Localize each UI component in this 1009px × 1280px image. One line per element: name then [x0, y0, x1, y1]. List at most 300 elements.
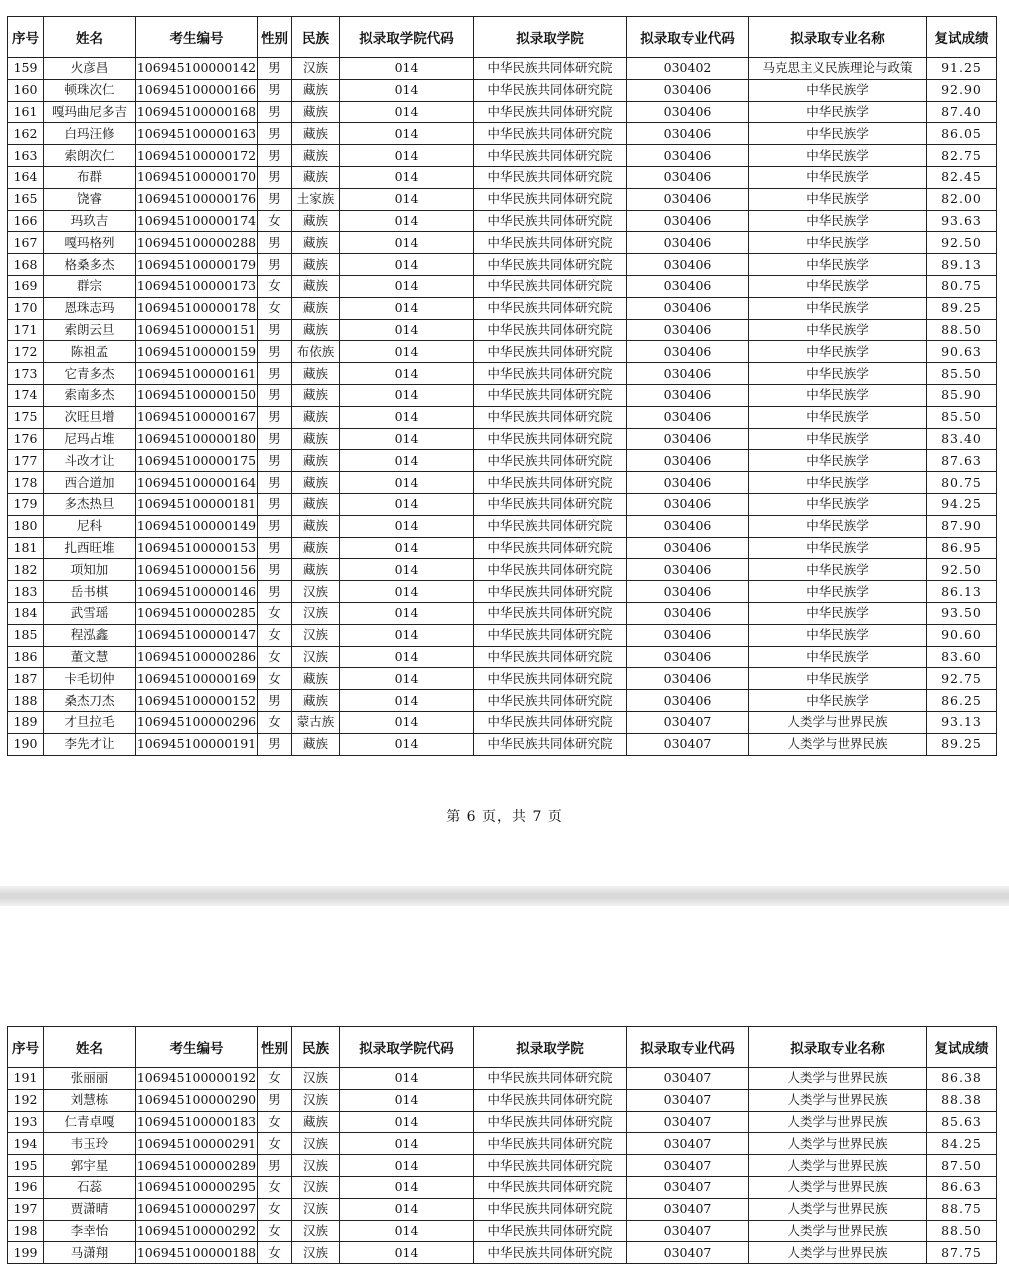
document-page-7: [0, 906, 1009, 1280]
name-cell: 它青多杰: [44, 363, 136, 385]
major-code-cell: 030406: [627, 363, 749, 385]
table-row: [8, 581, 997, 603]
score-cell: 85.63: [927, 1111, 997, 1133]
column-header: 考生编号: [136, 17, 258, 58]
major-name-cell: 中华民族学: [749, 79, 927, 101]
serial-number-cell: 172: [8, 341, 44, 363]
college-cell: 中华民族共同体研究院: [474, 79, 627, 101]
major-name-cell: 马克思主义民族理论与政策: [749, 58, 927, 80]
major-name-cell: 中华民族学: [749, 319, 927, 341]
table-row: [8, 668, 997, 690]
major-code-cell: 030407: [627, 1176, 749, 1198]
score-cell: 89.13: [927, 254, 997, 276]
name-cell: 岳书棋: [44, 581, 136, 603]
major-code-cell: 030406: [627, 537, 749, 559]
score-cell: 82.45: [927, 166, 997, 188]
major-name-cell: 中华民族学: [749, 624, 927, 646]
college-cell: 中华民族共同体研究院: [474, 668, 627, 690]
college-code-cell: 014: [340, 1111, 474, 1133]
college-cell: 中华民族共同体研究院: [474, 210, 627, 232]
major-code-cell: 030406: [627, 166, 749, 188]
table-row: [8, 472, 997, 494]
candidate-id-cell: 106945100000151: [136, 319, 258, 341]
ethnicity-cell: 汉族: [292, 581, 340, 603]
ethnicity-cell: 汉族: [292, 1176, 340, 1198]
serial-number-cell: 180: [8, 515, 44, 537]
college-code-cell: 014: [340, 602, 474, 624]
college-code-cell: 014: [340, 166, 474, 188]
table-row: [8, 297, 997, 319]
major-code-cell: 030407: [627, 1198, 749, 1220]
score-cell: 83.60: [927, 646, 997, 668]
major-code-cell: 030406: [627, 690, 749, 712]
table-body: [8, 1068, 997, 1264]
college-cell: 中华民族共同体研究院: [474, 145, 627, 167]
ethnicity-cell: 藏族: [292, 384, 340, 406]
candidate-id-cell: 106945100000173: [136, 275, 258, 297]
name-cell: 项知加: [44, 559, 136, 581]
ethnicity-cell: 藏族: [292, 1111, 340, 1133]
college-code-cell: 014: [340, 319, 474, 341]
college-code-cell: 014: [340, 493, 474, 515]
table-row: [8, 690, 997, 712]
college-code-cell: 014: [340, 450, 474, 472]
major-name-cell: 人类学与世界民族: [749, 1133, 927, 1155]
column-header: 拟录取学院: [474, 17, 627, 58]
gender-cell: 男: [258, 1089, 292, 1111]
ethnicity-cell: 汉族: [292, 1089, 340, 1111]
ethnicity-cell: 藏族: [292, 428, 340, 450]
table-row: [8, 1133, 997, 1155]
major-name-cell: 人类学与世界民族: [749, 711, 927, 733]
column-header: 拟录取专业代码: [627, 17, 749, 58]
college-cell: 中华民族共同体研究院: [474, 1155, 627, 1177]
college-cell: 中华民族共同体研究院: [474, 428, 627, 450]
serial-number-cell: 197: [8, 1198, 44, 1220]
college-cell: 中华民族共同体研究院: [474, 58, 627, 80]
column-header: 民族: [292, 1027, 340, 1068]
column-header: 民族: [292, 17, 340, 58]
college-code-cell: 014: [340, 1220, 474, 1242]
admission-table-page-7: [7, 1026, 997, 1264]
serial-number-cell: 163: [8, 145, 44, 167]
candidate-id-cell: 106945100000175: [136, 450, 258, 472]
candidate-id-cell: 106945100000153: [136, 537, 258, 559]
candidate-id-cell: 106945100000146: [136, 581, 258, 603]
page-number-footer: 第 6 页，共 7 页: [446, 809, 563, 825]
college-cell: 中华民族共同体研究院: [474, 690, 627, 712]
candidate-id-cell: 106945100000168: [136, 101, 258, 123]
ethnicity-cell: 汉族: [292, 1220, 340, 1242]
ethnicity-cell: 汉族: [292, 1242, 340, 1264]
serial-number-cell: 173: [8, 363, 44, 385]
serial-number-cell: 196: [8, 1176, 44, 1198]
college-cell: 中华民族共同体研究院: [474, 472, 627, 494]
major-name-cell: 中华民族学: [749, 254, 927, 276]
column-header: 姓名: [44, 17, 136, 58]
candidate-id-cell: 106945100000167: [136, 406, 258, 428]
major-code-cell: 030406: [627, 624, 749, 646]
column-header: 考生编号: [136, 1027, 258, 1068]
candidate-id-cell: 106945100000296: [136, 711, 258, 733]
college-code-cell: 014: [340, 1089, 474, 1111]
college-cell: 中华民族共同体研究院: [474, 624, 627, 646]
name-cell: 索南多杰: [44, 384, 136, 406]
gender-cell: 男: [258, 406, 292, 428]
candidate-id-cell: 106945100000163: [136, 123, 258, 145]
college-code-cell: 014: [340, 384, 474, 406]
candidate-id-cell: 106945100000188: [136, 1242, 258, 1264]
major-name-cell: 中华民族学: [749, 450, 927, 472]
major-name-cell: 中华民族学: [749, 275, 927, 297]
serial-number-cell: 165: [8, 188, 44, 210]
score-cell: 86.63: [927, 1176, 997, 1198]
name-cell: 嘎玛格列: [44, 232, 136, 254]
candidate-id-cell: 106945100000149: [136, 515, 258, 537]
column-header: 拟录取专业代码: [627, 1027, 749, 1068]
ethnicity-cell: 汉族: [292, 602, 340, 624]
candidate-id-cell: 106945100000286: [136, 646, 258, 668]
column-header: 姓名: [44, 1027, 136, 1068]
major-code-cell: 030407: [627, 1068, 749, 1090]
name-cell: 扎西旺堆: [44, 537, 136, 559]
candidate-id-cell: 106945100000183: [136, 1111, 258, 1133]
gender-cell: 女: [258, 1133, 292, 1155]
table-row: [8, 450, 997, 472]
college-code-cell: 014: [340, 624, 474, 646]
serial-number-cell: 162: [8, 123, 44, 145]
gender-cell: 男: [258, 79, 292, 101]
gender-cell: 女: [258, 711, 292, 733]
serial-number-cell: 191: [8, 1068, 44, 1090]
score-cell: 87.63: [927, 450, 997, 472]
score-cell: 86.95: [927, 537, 997, 559]
serial-number-cell: 164: [8, 166, 44, 188]
ethnicity-cell: 藏族: [292, 559, 340, 581]
score-cell: 86.25: [927, 690, 997, 712]
gender-cell: 男: [258, 559, 292, 581]
column-header: 拟录取专业名称: [749, 17, 927, 58]
ethnicity-cell: 汉族: [292, 1068, 340, 1090]
name-cell: 程泓鑫: [44, 624, 136, 646]
candidate-id-cell: 106945100000192: [136, 1068, 258, 1090]
name-cell: 索朗次仁: [44, 145, 136, 167]
major-name-cell: 中华民族学: [749, 210, 927, 232]
major-name-cell: 人类学与世界民族: [749, 1220, 927, 1242]
column-header: 序号: [8, 1027, 44, 1068]
gender-cell: 女: [258, 297, 292, 319]
gender-cell: 男: [258, 101, 292, 123]
column-header: 拟录取学院: [474, 1027, 627, 1068]
college-code-cell: 014: [340, 537, 474, 559]
name-cell: 恩珠志玛: [44, 297, 136, 319]
college-cell: 中华民族共同体研究院: [474, 275, 627, 297]
major-name-cell: 中华民族学: [749, 166, 927, 188]
name-cell: 桑杰刀杰: [44, 690, 136, 712]
college-code-cell: 014: [340, 1176, 474, 1198]
college-cell: 中华民族共同体研究院: [474, 123, 627, 145]
name-cell: 张丽丽: [44, 1068, 136, 1090]
candidate-id-cell: 106945100000166: [136, 79, 258, 101]
serial-number-cell: 174: [8, 384, 44, 406]
gender-cell: 男: [258, 363, 292, 385]
serial-number-cell: 169: [8, 275, 44, 297]
score-cell: 93.50: [927, 602, 997, 624]
name-cell: 格桑多杰: [44, 254, 136, 276]
major-code-cell: 030406: [627, 319, 749, 341]
table-row: [8, 341, 997, 363]
major-code-cell: 030406: [627, 297, 749, 319]
ethnicity-cell: 藏族: [292, 450, 340, 472]
major-code-cell: 030407: [627, 1155, 749, 1177]
college-code-cell: 014: [340, 297, 474, 319]
college-code-cell: 014: [340, 123, 474, 145]
name-cell: 马潇翔: [44, 1242, 136, 1264]
college-code-cell: 014: [340, 79, 474, 101]
gender-cell: 男: [258, 733, 292, 755]
major-code-cell: 030406: [627, 384, 749, 406]
gender-cell: 女: [258, 646, 292, 668]
table-row: [8, 733, 997, 755]
serial-number-cell: 193: [8, 1111, 44, 1133]
major-name-cell: 中华民族学: [749, 559, 927, 581]
college-code-cell: 014: [340, 101, 474, 123]
table-row: [8, 145, 997, 167]
major-code-cell: 030406: [627, 210, 749, 232]
gender-cell: 男: [258, 232, 292, 254]
name-cell: 顿珠次仁: [44, 79, 136, 101]
score-cell: 88.75: [927, 1198, 997, 1220]
ethnicity-cell: 藏族: [292, 145, 340, 167]
college-code-cell: 014: [340, 733, 474, 755]
major-name-cell: 中华民族学: [749, 428, 927, 450]
major-name-cell: 中华民族学: [749, 101, 927, 123]
college-cell: 中华民族共同体研究院: [474, 602, 627, 624]
major-code-cell: 030407: [627, 1242, 749, 1264]
table-row: [8, 101, 997, 123]
candidate-id-cell: 106945100000181: [136, 493, 258, 515]
gender-cell: 女: [258, 1068, 292, 1090]
college-cell: 中华民族共同体研究院: [474, 1220, 627, 1242]
column-header: 性别: [258, 1027, 292, 1068]
serial-number-cell: 159: [8, 58, 44, 80]
ethnicity-cell: 汉族: [292, 1198, 340, 1220]
gender-cell: 男: [258, 581, 292, 603]
serial-number-cell: 198: [8, 1220, 44, 1242]
ethnicity-cell: 蒙古族: [292, 711, 340, 733]
candidate-id-cell: 106945100000159: [136, 341, 258, 363]
gender-cell: 男: [258, 254, 292, 276]
candidate-id-cell: 106945100000292: [136, 1220, 258, 1242]
score-cell: 87.40: [927, 101, 997, 123]
gender-cell: 女: [258, 1111, 292, 1133]
name-cell: 刘慧栋: [44, 1089, 136, 1111]
serial-number-cell: 171: [8, 319, 44, 341]
gender-cell: 女: [258, 668, 292, 690]
major-name-cell: 人类学与世界民族: [749, 1089, 927, 1111]
name-cell: 尼玛占堆: [44, 428, 136, 450]
major-code-cell: 030406: [627, 406, 749, 428]
major-name-cell: 中华民族学: [749, 363, 927, 385]
gender-cell: 男: [258, 123, 292, 145]
column-header: 拟录取学院代码: [340, 17, 474, 58]
serial-number-cell: 177: [8, 450, 44, 472]
gender-cell: 男: [258, 537, 292, 559]
major-name-cell: 中华民族学: [749, 145, 927, 167]
college-cell: 中华民族共同体研究院: [474, 559, 627, 581]
table-row: [8, 559, 997, 581]
name-cell: 斗改才让: [44, 450, 136, 472]
score-cell: 80.75: [927, 472, 997, 494]
score-cell: 85.50: [927, 363, 997, 385]
ethnicity-cell: 藏族: [292, 733, 340, 755]
major-name-cell: 中华民族学: [749, 188, 927, 210]
name-cell: 石蕊: [44, 1176, 136, 1198]
gender-cell: 男: [258, 428, 292, 450]
serial-number-cell: 184: [8, 602, 44, 624]
major-name-cell: 中华民族学: [749, 472, 927, 494]
candidate-id-cell: 106945100000285: [136, 602, 258, 624]
ethnicity-cell: 藏族: [292, 515, 340, 537]
gender-cell: 男: [258, 450, 292, 472]
candidate-id-cell: 106945100000176: [136, 188, 258, 210]
table-row: [8, 537, 997, 559]
table-row: [8, 1089, 997, 1111]
candidate-id-cell: 106945100000147: [136, 624, 258, 646]
gender-cell: 男: [258, 515, 292, 537]
table-row: [8, 1111, 997, 1133]
table-row: [8, 58, 997, 80]
serial-number-cell: 167: [8, 232, 44, 254]
major-name-cell: 中华民族学: [749, 690, 927, 712]
ethnicity-cell: 藏族: [292, 493, 340, 515]
major-name-cell: 人类学与世界民族: [749, 1242, 927, 1264]
score-cell: 88.50: [927, 1220, 997, 1242]
major-code-cell: 030406: [627, 275, 749, 297]
score-cell: 83.40: [927, 428, 997, 450]
name-cell: 李先才让: [44, 733, 136, 755]
name-cell: 索朗云旦: [44, 319, 136, 341]
ethnicity-cell: 藏族: [292, 297, 340, 319]
college-cell: 中华民族共同体研究院: [474, 537, 627, 559]
major-name-cell: 人类学与世界民族: [749, 1068, 927, 1090]
name-cell: 贾潇晴: [44, 1198, 136, 1220]
score-cell: 87.90: [927, 515, 997, 537]
table-header-row: [8, 1027, 997, 1068]
major-name-cell: 中华民族学: [749, 341, 927, 363]
major-code-cell: 030406: [627, 493, 749, 515]
score-cell: 92.50: [927, 232, 997, 254]
name-cell: 饶睿: [44, 188, 136, 210]
score-cell: 87.75: [927, 1242, 997, 1264]
candidate-id-cell: 106945100000172: [136, 145, 258, 167]
ethnicity-cell: 藏族: [292, 254, 340, 276]
score-cell: 90.63: [927, 341, 997, 363]
major-code-cell: 030406: [627, 646, 749, 668]
gender-cell: 女: [258, 1242, 292, 1264]
gender-cell: 男: [258, 319, 292, 341]
candidate-id-cell: 106945100000180: [136, 428, 258, 450]
gender-cell: 女: [258, 210, 292, 232]
college-cell: 中华民族共同体研究院: [474, 1111, 627, 1133]
table-row: [8, 1242, 997, 1264]
candidate-id-cell: 106945100000169: [136, 668, 258, 690]
serial-number-cell: 166: [8, 210, 44, 232]
score-cell: 92.75: [927, 668, 997, 690]
table-row: [8, 275, 997, 297]
college-code-cell: 014: [340, 254, 474, 276]
major-code-cell: 030406: [627, 232, 749, 254]
name-cell: 玛玖吉: [44, 210, 136, 232]
ethnicity-cell: 藏族: [292, 275, 340, 297]
serial-number-cell: 178: [8, 472, 44, 494]
college-cell: 中华民族共同体研究院: [474, 188, 627, 210]
major-code-cell: 030402: [627, 58, 749, 80]
name-cell: 白玛汪修: [44, 123, 136, 145]
college-code-cell: 014: [340, 145, 474, 167]
table-row: [8, 210, 997, 232]
name-cell: 布群: [44, 166, 136, 188]
ethnicity-cell: 汉族: [292, 624, 340, 646]
major-code-cell: 030406: [627, 79, 749, 101]
serial-number-cell: 186: [8, 646, 44, 668]
serial-number-cell: 181: [8, 537, 44, 559]
serial-number-cell: 179: [8, 493, 44, 515]
serial-number-cell: 192: [8, 1089, 44, 1111]
score-cell: 90.60: [927, 624, 997, 646]
college-code-cell: 014: [340, 1068, 474, 1090]
serial-number-cell: 194: [8, 1133, 44, 1155]
score-cell: 85.90: [927, 384, 997, 406]
table-row: [8, 319, 997, 341]
ethnicity-cell: 藏族: [292, 319, 340, 341]
table-row: [8, 1068, 997, 1090]
college-code-cell: 014: [340, 363, 474, 385]
college-code-cell: 014: [340, 559, 474, 581]
table-row: [8, 123, 997, 145]
page-separator: [0, 886, 1009, 906]
table-row: [8, 624, 997, 646]
ethnicity-cell: 藏族: [292, 668, 340, 690]
candidate-id-cell: 106945100000297: [136, 1198, 258, 1220]
college-code-cell: 014: [340, 232, 474, 254]
candidate-id-cell: 106945100000289: [136, 1155, 258, 1177]
candidate-id-cell: 106945100000295: [136, 1176, 258, 1198]
college-cell: 中华民族共同体研究院: [474, 254, 627, 276]
college-code-cell: 014: [340, 275, 474, 297]
college-code-cell: 014: [340, 341, 474, 363]
college-cell: 中华民族共同体研究院: [474, 101, 627, 123]
serial-number-cell: 161: [8, 101, 44, 123]
score-cell: 80.75: [927, 275, 997, 297]
major-name-cell: 中华民族学: [749, 232, 927, 254]
major-code-cell: 030406: [627, 581, 749, 603]
college-cell: 中华民族共同体研究院: [474, 319, 627, 341]
name-cell: 董文慧: [44, 646, 136, 668]
serial-number-cell: 183: [8, 581, 44, 603]
gender-cell: 男: [258, 166, 292, 188]
major-code-cell: 030407: [627, 1111, 749, 1133]
major-name-cell: 中华民族学: [749, 384, 927, 406]
gender-cell: 女: [258, 275, 292, 297]
score-cell: 93.63: [927, 210, 997, 232]
gender-cell: 女: [258, 1220, 292, 1242]
candidate-id-cell: 106945100000178: [136, 297, 258, 319]
column-header: 拟录取专业名称: [749, 1027, 927, 1068]
gender-cell: 男: [258, 690, 292, 712]
college-code-cell: 014: [340, 1198, 474, 1220]
major-name-cell: 中华民族学: [749, 537, 927, 559]
